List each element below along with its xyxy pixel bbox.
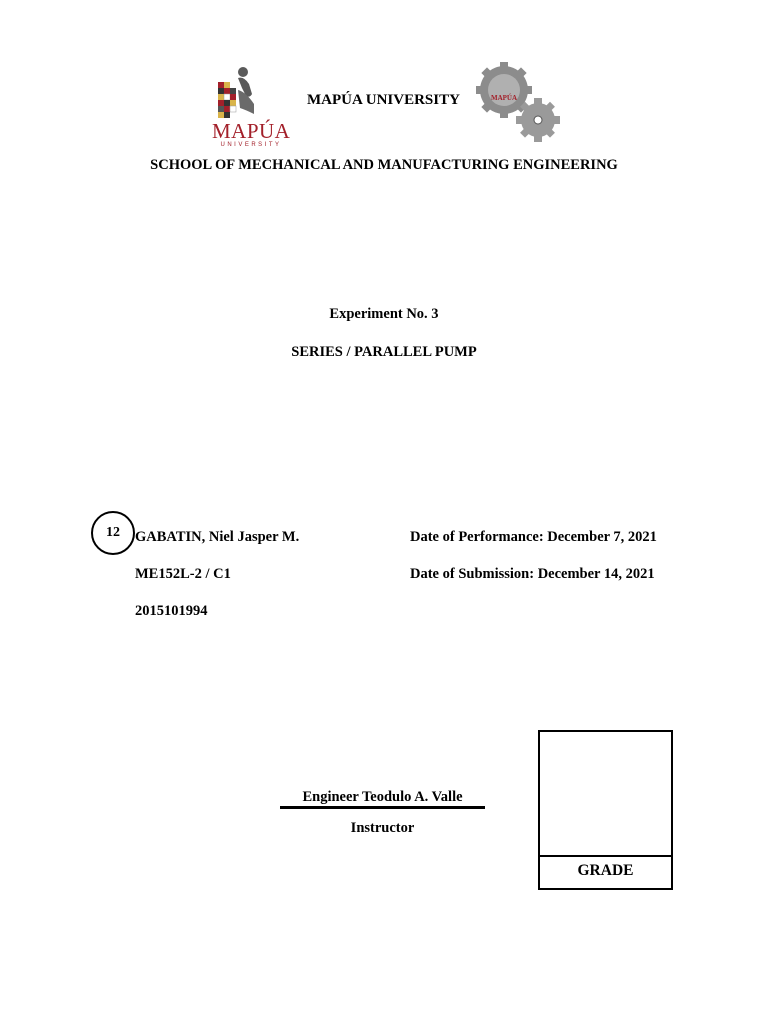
date-of-performance: Date of Performance: December 7, 2021 — [410, 529, 657, 545]
logo-subtext: UNIVERSITY — [220, 142, 282, 148]
mapua-seal-icon — [216, 64, 256, 120]
grade-divider — [538, 855, 673, 857]
university-name: MAPÚA UNIVERSITY — [307, 92, 460, 108]
instructor-name: Engineer Teodulo A. Valle — [302, 789, 463, 805]
student-id: 2015101994 — [135, 603, 208, 619]
instructor-role: Instructor — [350, 820, 415, 836]
signature-line — [280, 806, 485, 809]
student-number-badge — [91, 511, 135, 555]
date-of-submission: Date of Submission: December 14, 2021 — [410, 566, 655, 582]
gears-icon — [472, 60, 564, 146]
student-number: 12 — [106, 525, 120, 540]
experiment-number: Experiment No. 3 — [329, 306, 439, 322]
experiment-title: SERIES / PARALLEL PUMP — [291, 344, 477, 360]
logo-wordmark: MAPÚA — [212, 119, 291, 143]
mapua-logo — [212, 58, 292, 148]
student-section: ME152L-2 / C1 — [135, 566, 231, 582]
student-name: GABATIN, Niel Jasper M. — [135, 529, 300, 545]
grade-label: GRADE — [577, 862, 634, 879]
school-name: SCHOOL OF MECHANICAL AND MANUFACTURING ENGINEERING — [150, 157, 618, 173]
gears-badge-text: MAPÚA — [490, 94, 518, 102]
gears-logo — [472, 60, 564, 146]
